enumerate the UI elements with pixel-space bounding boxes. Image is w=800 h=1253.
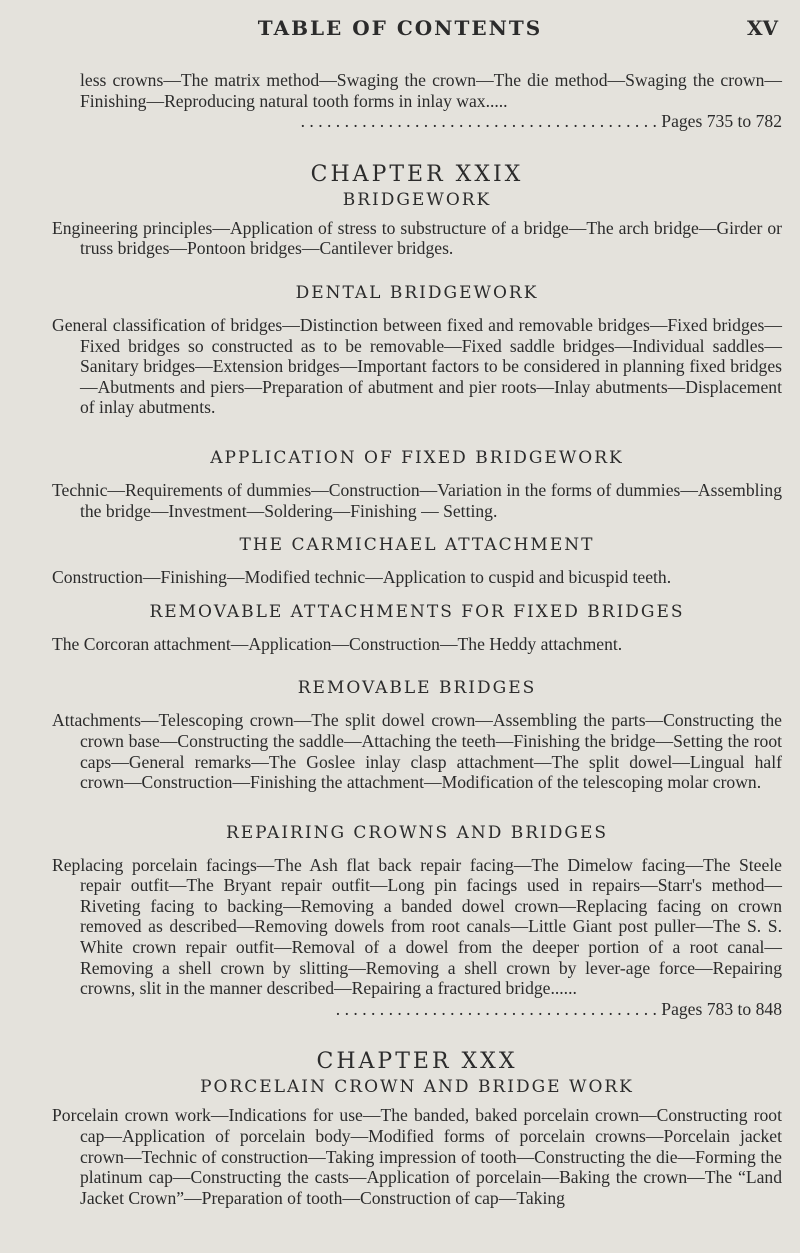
section-text: Replacing porcelain facings—The Ash flat back repair facing—The Dimelow facing—The Steele repair outfit—The Bryant repair outfit—Long pin facings used in repairs—Starr's method—Riveting facing to backing—Removing a banded dowel crown—Replacing facing on crown removed as described—Removing dowels from root canals—Little Giant post puller—The S. S. White crown repair outfit—Removal of a dowel from the deeper portion of a root canal—Removing a shell crown by slitting—Removing a shell crown by lever-age force—Repairing crowns, slit in the manner described—Repairing a fractured bridge...... [52,854,782,999]
section-heading: THE CARMICHAEL ATTACHMENT [239,535,595,556]
contents-body [52,70,782,1208]
page-number: XV [746,16,778,40]
intro-text: less crowns—The matrix method—Swaging the crown—The die method—Swaging the crown—Finishing—Reproducing natural tooth forms in inlay wax..... [80,70,782,111]
section-heading: REPAIRING CROWNS AND BRIDGES [225,822,609,843]
section-text: Construction—Finishing—Modified technic—Application to cuspid and bicuspid teeth. [52,567,672,588]
section-text: Technic—Requirements of dummies—Construction—Variation in the forms of dummies—Assembling the bridge—Investment—Soldering—Finishing — Setting. [52,479,782,521]
section-heading: REMOVABLE BRIDGES [297,678,537,699]
chapter-29-title: CHAPTER XXIX [310,161,524,187]
chapter-30-text: Porcelain crown work—Indications for use—The banded, baked porcelain crown—Constructing root cap—Application of porcelain body—Modified forms of porcelain crowns—Porcelain jacket crown—Technic of construction—Taking impression of tooth—Constructing the die—Forming the platinum cap—Constructing the casts—Application of porcelain—Baking the crown—The “Land Jacket Crown”—Preparation of tooth—Construction of cap—Taking [52,1105,782,1208]
section-heading: APPLICATION OF FIXED BRIDGEWORK [210,447,624,468]
page-header [0,14,800,44]
intro-pages: . . . . . . . . . . . . . . . . . . . . . . . . . . . . . . . . . . . . . . . . . Pages 735 to 782 [300,111,782,132]
chapter-29-subtitle: BRIDGEWORK [342,189,492,210]
section-pages: . . . . . . . . . . . . . . . . . . . . . . . . . . . . . . . . . . . . . Pages 783 to 848 [335,998,782,1019]
chapter-29-text: Engineering principles—Application of stress to substructure of a bridge—The arch bridge—Girder or truss bridges—Pontoon bridges—Cantilever bridges. [52,217,782,259]
section-heading: REMOVABLE ATTACHMENTS FOR FIXED BRIDGES [149,601,685,622]
section-text: General classification of bridges—Distinction between fixed and removable bridges—Fixed bridges—Fixed bridges so constructed as to be removable—Fixed saddle bridges—Individual saddles—Sanitary bridges—Extension bridges—Important factors to be considered in planning fixed bridges—Abutments and piers—Preparation of abutment and pier roots—Inlay abutments—Displacement of inlay abutments. [52,314,782,418]
running-title: TABLE OF CONTENTS [257,16,543,40]
section-text: Attachments—Telescoping crown—The split dowel crown—Assembling the parts—Constructing the crown base—Constructing the saddle—Attaching the teeth—Finishing the bridge—Setting the root caps—General remarks—The Goslee inlay clasp attachment—The split dowel—Lingual half crown—Construction—Finishing the attachment—Modification of the telescoping molar crown. [52,710,782,793]
section-text: The Corcoran attachment—Application—Construction—The Heddy attachment. [52,633,623,654]
chapter-30-title: CHAPTER XXX [316,1049,518,1075]
section-heading: DENTAL BRIDGEWORK [295,282,539,303]
chapter-30-subtitle: PORCELAIN CROWN AND BRIDGE WORK [200,1077,634,1098]
